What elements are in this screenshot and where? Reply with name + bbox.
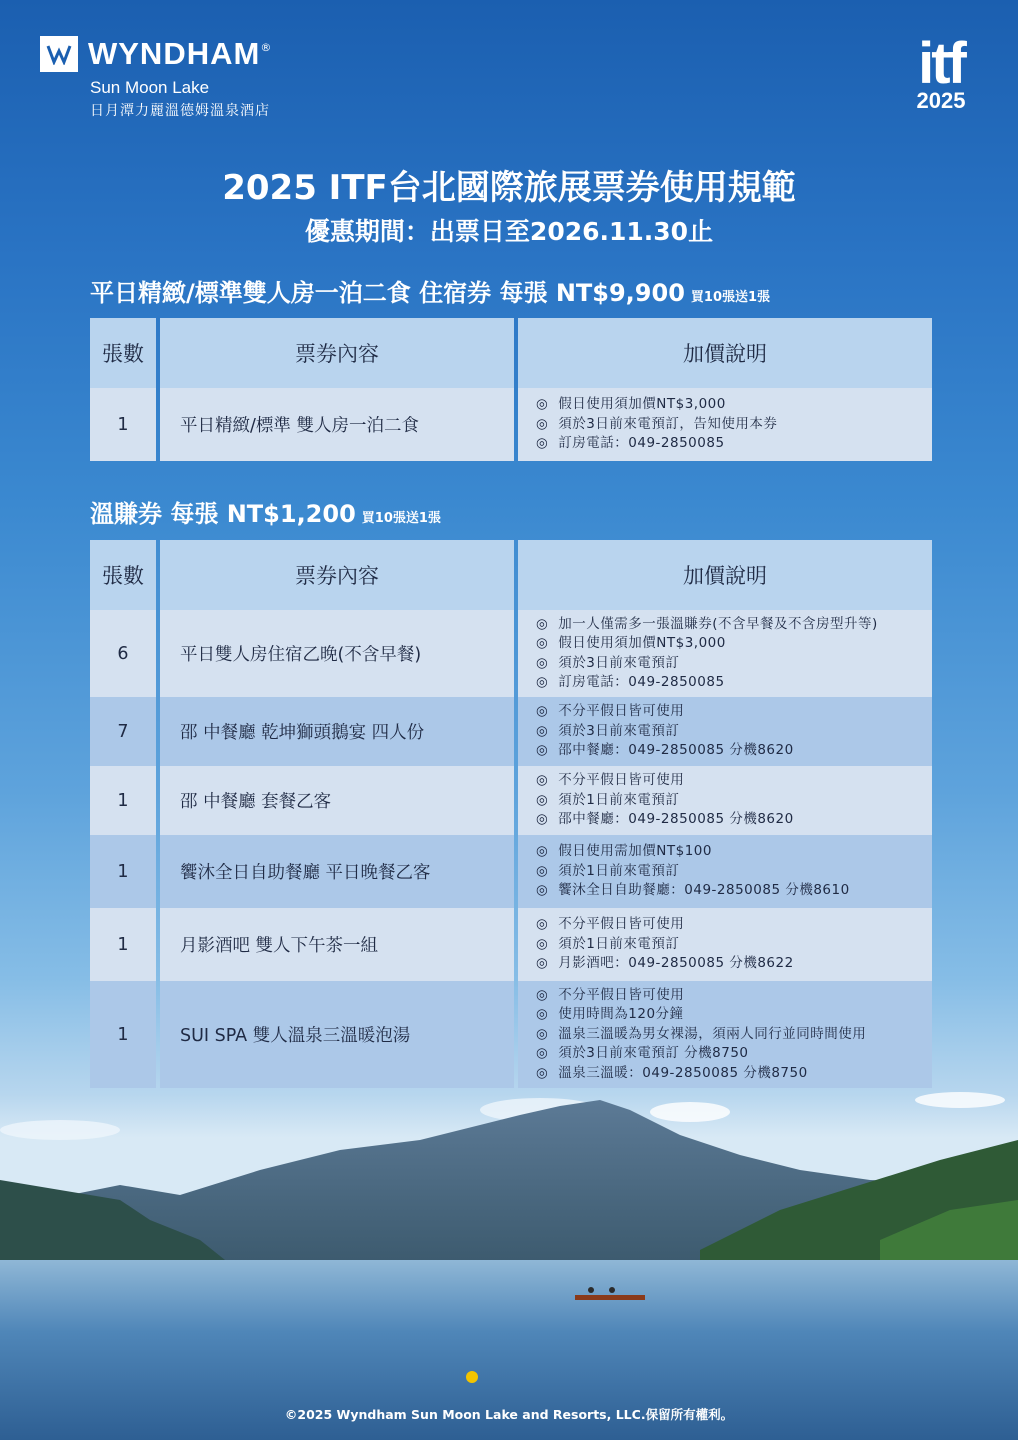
- ticket-notes: [518, 697, 932, 766]
- note-item: ◎ 溫泉三溫暖為男女裸湯，須兩人同行並同時間使用: [536, 1025, 922, 1045]
- ticket-count: 1: [90, 981, 156, 1088]
- lake-mountain-scenery: [0, 1090, 1018, 1440]
- itf-logo: [900, 31, 982, 113]
- note-item: ◎ 溫泉三溫暖：049-2850085 分機8750: [536, 1064, 922, 1084]
- note-item: ◎ 邵中餐廳：049-2850085 分機8620: [536, 810, 922, 830]
- note-item: ◎ 須於1日前來電預訂: [536, 791, 922, 811]
- ticket-content: 月影酒吧 雙人下午茶一組: [160, 908, 514, 981]
- note-item: ◎ 須於1日前來電預訂: [536, 862, 922, 882]
- ticket-notes: [518, 766, 932, 835]
- page-subtitle: 優惠期間：出票日至2026.11.30止: [304, 217, 714, 246]
- header-count: 張數: [90, 318, 156, 388]
- table-row: [90, 908, 932, 981]
- note-item: ◎ 須於1日前來電預訂: [536, 935, 922, 955]
- table-row: [90, 610, 932, 697]
- note-item: ◎ 饗沐全日自助餐廳：049-2850085 分機8610: [536, 881, 922, 901]
- itf-mark: itf: [918, 31, 964, 96]
- table-row: [90, 766, 932, 835]
- ticket-content: 平日精緻/標準 雙人房一泊二食: [160, 388, 514, 461]
- note-item: ◎ 須於3日前來電預訂，告知使用本券: [536, 415, 922, 435]
- note-item: ◎ 不分平假日皆可使用: [536, 702, 922, 722]
- ticket-content: SUI SPA 雙人溫泉三溫暖泡湯: [160, 981, 514, 1088]
- header-notes: 加價說明: [518, 318, 932, 388]
- note-item: ◎ 須於3日前來電預訂: [536, 722, 922, 742]
- ticket-notes: [518, 981, 932, 1088]
- note-item: ◎ 須於3日前來電預訂 分機8750: [536, 1044, 922, 1064]
- note-item: ◎ 須於3日前來電預訂: [536, 654, 922, 674]
- note-item: ◎ 訂房電話：049-2850085: [536, 673, 922, 693]
- header-content: 票券內容: [160, 318, 514, 388]
- section2-heading: [90, 494, 441, 529]
- table-row: [90, 388, 932, 461]
- brand-location: Sun Moon Lake: [90, 78, 210, 97]
- ticket-count: 1: [90, 766, 156, 835]
- section2-heading-text: 溫賺券 每張 NT$1,200: [90, 500, 356, 528]
- ticket-content: 邵 中餐廳 乾坤獅頭鵝宴 四人份: [160, 697, 514, 766]
- ticket-content: 平日雙人房住宿乙晚(不含早餐): [160, 610, 514, 697]
- wyndham-logo: [40, 36, 271, 120]
- note-item: ◎ 假日使用須加價NT$3,000: [536, 634, 922, 654]
- note-item: ◎ 加一人僅需多一張溫賺券(不含早餐及不含房型升等): [536, 615, 922, 635]
- note-item: ◎ 不分平假日皆可使用: [536, 986, 922, 1006]
- itf-year: 2025: [916, 88, 966, 113]
- ticket-count: 1: [90, 835, 156, 908]
- table-row: [90, 981, 932, 1088]
- note-item: ◎ 訂房電話：049-2850085: [536, 434, 922, 454]
- brand-name: WYNDHAM: [88, 36, 261, 71]
- header-content: 票券內容: [160, 540, 514, 610]
- ticket-count: 1: [90, 908, 156, 981]
- ticket-content: 饗沐全日自助餐廳 平日晚餐乙客: [160, 835, 514, 908]
- note-item: ◎ 假日使用須加價NT$3,000: [536, 395, 922, 415]
- note-item: ◎ 月影酒吧：049-2850085 分機8622: [536, 954, 922, 974]
- ticket-count: 6: [90, 610, 156, 697]
- table-row: [90, 835, 932, 908]
- ticket-count: 1: [90, 388, 156, 461]
- ticket-notes: [518, 610, 932, 697]
- note-item: ◎ 不分平假日皆可使用: [536, 915, 922, 935]
- note-item: ◎ 不分平假日皆可使用: [536, 771, 922, 791]
- section2-table: [86, 540, 936, 1088]
- section1-promo: 買10張送1張: [690, 290, 771, 305]
- registered-mark: ®: [260, 40, 272, 54]
- header-count: 張數: [90, 540, 156, 610]
- section1-table: [86, 318, 936, 461]
- section1-heading-text: 平日精緻/標準雙人房一泊二食 住宿券 每張 NT$9,900: [90, 279, 685, 307]
- ticket-count: 7: [90, 697, 156, 766]
- table-row: [90, 697, 932, 766]
- note-item: ◎ 假日使用需加價NT$100: [536, 842, 922, 862]
- page-title: 2025 ITF台北國際旅展票券使用規範: [222, 168, 796, 208]
- ticket-notes: [518, 908, 932, 981]
- section2-promo: 買10張送1張: [361, 511, 441, 526]
- ticket-notes: [518, 835, 932, 908]
- ticket-notes: [518, 388, 932, 461]
- header-notes: 加價說明: [518, 540, 932, 610]
- copyright-footer: ©2025 Wyndham Sun Moon Lake and Resorts, LLC.保留所有權利。: [284, 1407, 734, 1422]
- wyndham-emblem-icon: [40, 36, 78, 72]
- note-item: ◎ 使用時間為120分鐘: [536, 1005, 922, 1025]
- brand-chinese-name: 日月潭力麗溫德姆溫泉酒店: [90, 103, 270, 119]
- note-item: ◎ 邵中餐廳：049-2850085 分機8620: [536, 741, 922, 761]
- ticket-content: 邵 中餐廳 套餐乙客: [160, 766, 514, 835]
- section1-heading: [90, 273, 770, 308]
